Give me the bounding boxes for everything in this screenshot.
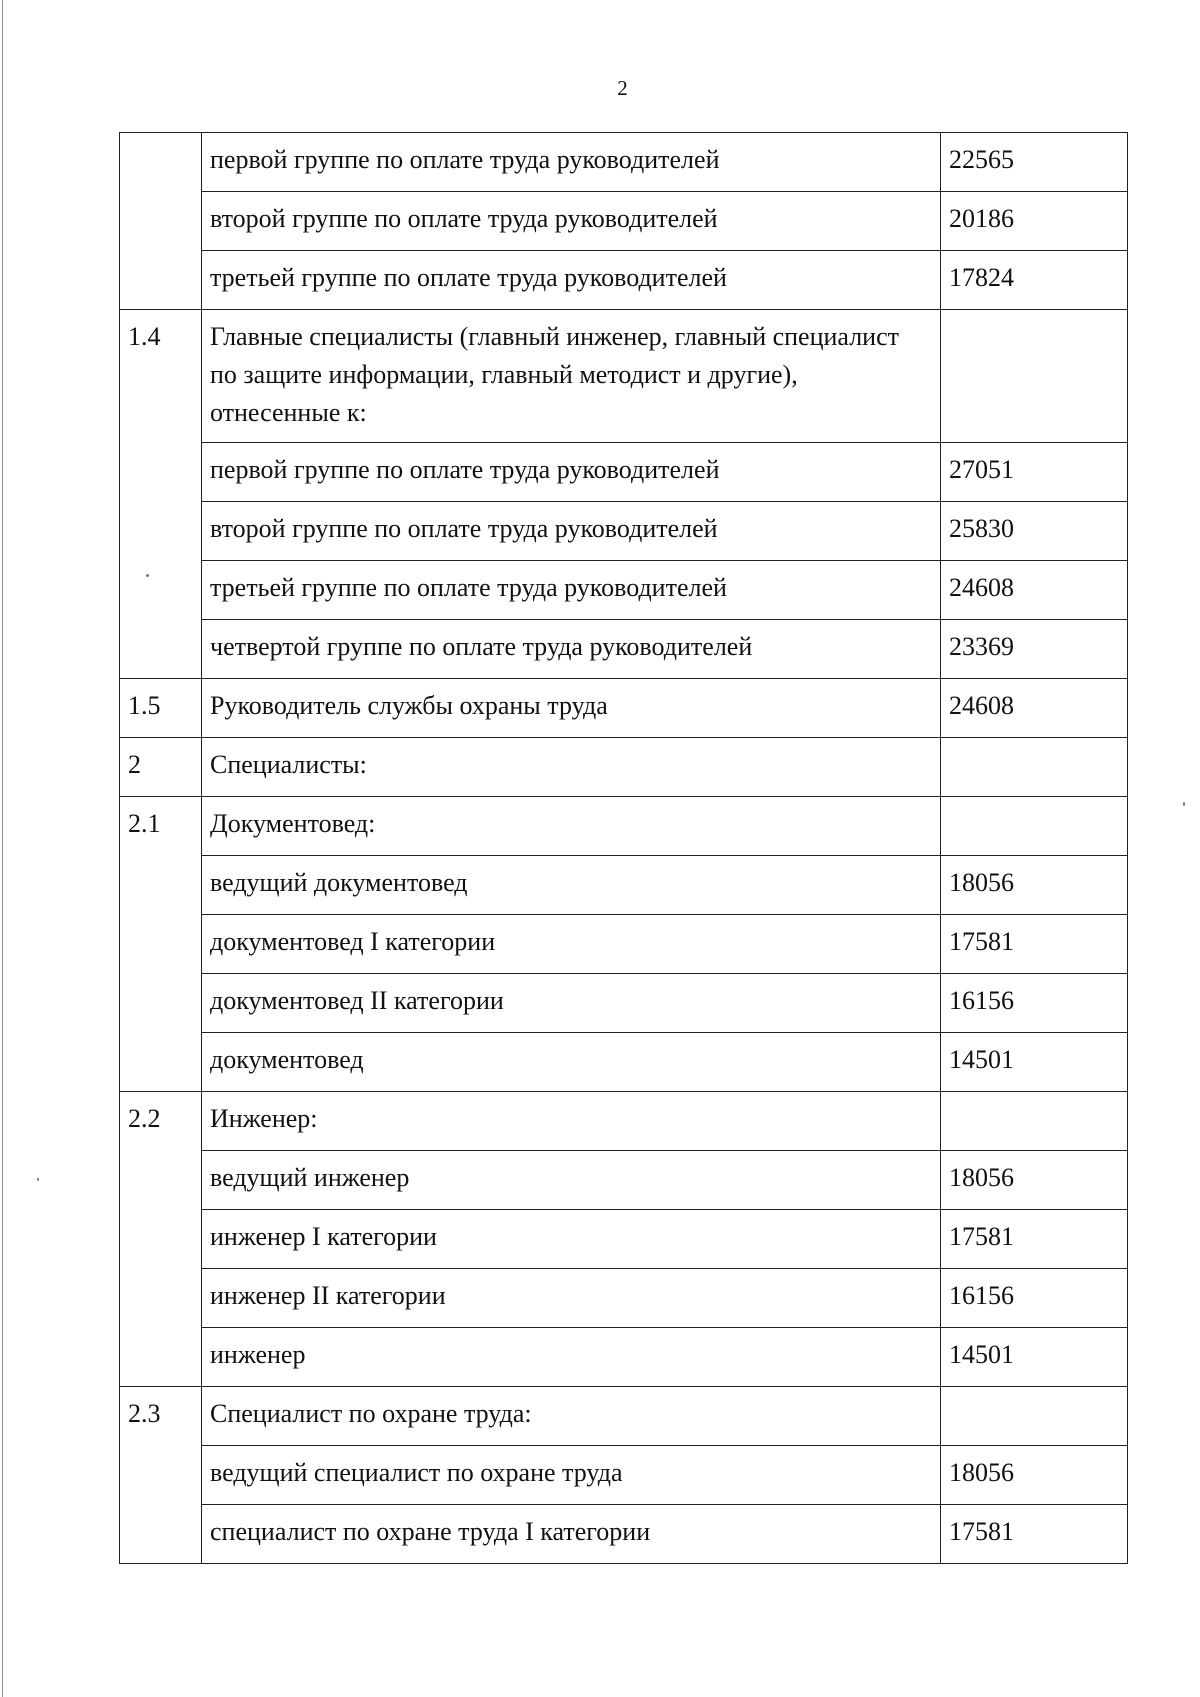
salary-value-empty xyxy=(941,797,1128,856)
salary-table xyxy=(119,132,1128,1564)
group-header-row xyxy=(120,1387,1128,1446)
table-row xyxy=(120,251,1128,310)
table-row xyxy=(120,1033,1128,1092)
group-title: Главные специалисты (главный инженер, главный специалист по защите информации, главный методист и другие), отнесенные к: xyxy=(202,310,941,443)
group-title: Документовед: xyxy=(202,797,941,856)
salary-value: 16156 xyxy=(941,1269,1128,1328)
salary-value: 14501 xyxy=(941,1328,1128,1387)
row-number: 2 xyxy=(120,738,202,797)
scan-edge-line xyxy=(2,0,3,1697)
row-number: 2.1 xyxy=(120,797,202,1092)
position-name: второй группе по оплате труда руководителей xyxy=(202,192,941,251)
table-row xyxy=(120,679,1128,738)
table-row xyxy=(120,915,1128,974)
salary-value: 24608 xyxy=(941,561,1128,620)
table-row xyxy=(120,1505,1128,1564)
salary-value: 24608 xyxy=(941,679,1128,738)
salary-value: 17824 xyxy=(941,251,1128,310)
page-number: 2 xyxy=(617,76,628,100)
position-name: ведущий специалист по охране труда xyxy=(202,1446,941,1505)
salary-value xyxy=(941,738,1128,797)
table-row xyxy=(120,620,1128,679)
table-row xyxy=(120,502,1128,561)
position-name: третьей группе по оплате труда руководителей xyxy=(202,561,941,620)
scan-speck xyxy=(1183,802,1185,806)
position-name: инженер I категории xyxy=(202,1210,941,1269)
scan-speck xyxy=(37,1178,39,1181)
table-row xyxy=(120,1446,1128,1505)
salary-value: 18056 xyxy=(941,856,1128,915)
position-name: специалист по охране труда I категории xyxy=(202,1505,941,1564)
table-row xyxy=(120,133,1128,192)
salary-value: 23369 xyxy=(941,620,1128,679)
position-name: ведущий документовед xyxy=(202,856,941,915)
table-row xyxy=(120,856,1128,915)
position-name: документовед I категории xyxy=(202,915,941,974)
salary-value-empty xyxy=(941,1387,1128,1446)
salary-value: 14501 xyxy=(941,1033,1128,1092)
position-name: четвертой группе по оплате труда руководителей xyxy=(202,620,941,679)
table-body xyxy=(120,133,1128,1564)
row-number: 1.5 xyxy=(120,679,202,738)
salary-value: 20186 xyxy=(941,192,1128,251)
position-name: первой группе по оплате труда руководителей xyxy=(202,443,941,502)
position-name: инженер xyxy=(202,1328,941,1387)
row-number: 1.4 xyxy=(120,310,202,679)
group-header-row xyxy=(120,1092,1128,1151)
salary-value: 18056 xyxy=(941,1446,1128,1505)
table-row xyxy=(120,443,1128,502)
salary-value: 25830 xyxy=(941,502,1128,561)
position-name: третьей группе по оплате труда руководителей xyxy=(202,251,941,310)
salary-value: 16156 xyxy=(941,974,1128,1033)
position-name: документовед xyxy=(202,1033,941,1092)
row-number xyxy=(120,133,202,310)
salary-value-empty xyxy=(941,1092,1128,1151)
group-header-row xyxy=(120,310,1128,443)
scan-speck xyxy=(146,574,149,577)
salary-value: 17581 xyxy=(941,1505,1128,1564)
table-row xyxy=(120,1269,1128,1328)
position-name: инженер II категории xyxy=(202,1269,941,1328)
table-row xyxy=(120,1328,1128,1387)
position-name: документовед II категории xyxy=(202,974,941,1033)
position-name: первой группе по оплате труда руководителей xyxy=(202,133,941,192)
row-title: Руководитель службы охраны труда xyxy=(202,679,941,738)
salary-value: 17581 xyxy=(941,1210,1128,1269)
salary-value-empty xyxy=(941,310,1128,443)
table-row xyxy=(120,1210,1128,1269)
salary-value: 27051 xyxy=(941,443,1128,502)
position-name: ведущий инженер xyxy=(202,1151,941,1210)
row-title: Специалисты: xyxy=(202,738,941,797)
group-header-row xyxy=(120,797,1128,856)
table-row xyxy=(120,1151,1128,1210)
salary-value: 17581 xyxy=(941,915,1128,974)
table-row xyxy=(120,192,1128,251)
salary-value: 22565 xyxy=(941,133,1128,192)
row-number: 2.2 xyxy=(120,1092,202,1387)
table-row xyxy=(120,738,1128,797)
salary-value: 18056 xyxy=(941,1151,1128,1210)
table-row xyxy=(120,974,1128,1033)
group-title: Специалист по охране труда: xyxy=(202,1387,941,1446)
position-name: второй группе по оплате труда руководителей xyxy=(202,502,941,561)
table-row xyxy=(120,561,1128,620)
group-title: Инженер: xyxy=(202,1092,941,1151)
row-number: 2.3 xyxy=(120,1387,202,1564)
